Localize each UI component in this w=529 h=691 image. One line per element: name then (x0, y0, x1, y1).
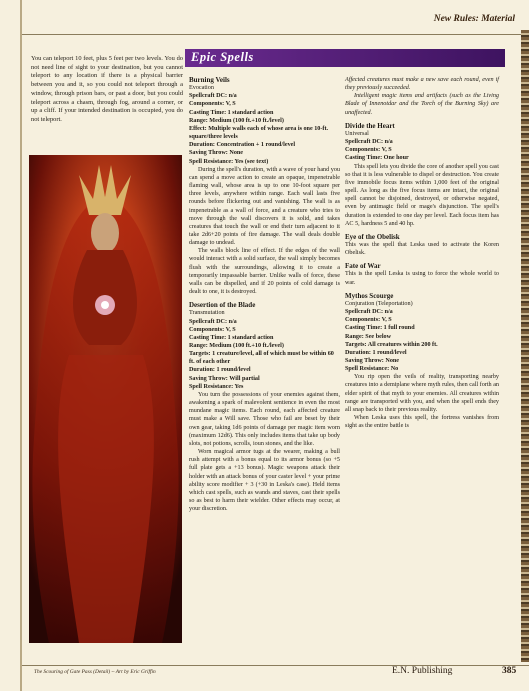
spell-effect: Effect: Multiple walls each of whose area is one 10-ft. square/three levels (189, 125, 329, 141)
art-credit: The Scouring of Gate Pass (Detail) ~ Art by Eric Griffin (34, 669, 156, 675)
spell-school: Evocation (189, 85, 214, 92)
section-title: Epic Spells (191, 50, 254, 64)
column-middle (189, 76, 340, 513)
sorceress-art (29, 155, 182, 643)
spell-text: This was the spell that Leska used to activate the Koren Obelisk. (345, 241, 499, 257)
spell-text: This is the spell Leska is using to force the whole world to war. (345, 271, 499, 286)
spell-name: Fate of War (345, 262, 381, 271)
spell-dc: Spellcraft DC: n/a (345, 139, 393, 146)
spell-text: During the spell's duration, with a wave of your hand you can spend a move action to create an opaque, impenetrable flaming wall, whose area is up to one 10-foot square per three levels, anywhere within range. Each wall lasts five rounds before flickering out and vanishing. The wall is as impenetrable as a wall of force, and a creature who tries to move through the wall discovers it is solid, and takes creatures that touch the wall or end their turn adjacent to it take 2d6+20 points of fire damage. The wall deals double damage to undead. (189, 166, 340, 247)
spell-text-continued: Intelligent magic items and artifacts (such as the Living Blade of Innenotdar and the Torch of the Burning Sky) are unaffected. (345, 93, 499, 116)
spell-text: The walls block line of effect. If the edges of the wall would interact with a solid surface, the wall simply becomes flush with the surroundings, allowing it to create a temporarily impassable barrier. Unlike walls of force, these walls can be dispelled, and if 20 points of cold damage is dealt to one, it is destroyed. (189, 248, 340, 296)
spell-school: Transmutation (189, 310, 225, 317)
spell-components: Components: V, S (189, 101, 236, 108)
spell-duration: Duration: 1 round/level (345, 349, 407, 356)
spell-casting-time: Casting Time: 1 full round (345, 325, 415, 332)
spell-text: You turn the possessions of your enemies against them, awakening a spark of malevolent sentience in even the most mundane magic items. Each round, each affected creature must make a Will save. Those who fail are beset by their own gear, taking 1d6 points of damage per magic item worn (maximum 12d6). This only includes items that take up body slots, not potions, scrolls, ioun stones, and the like. (189, 391, 340, 447)
spell-casting-time: Casting Time: 1 standard action (189, 334, 274, 341)
publisher-name: E.N. Publishing (392, 666, 453, 676)
spell-name: Eye of the Obelisk (345, 232, 400, 241)
footer-rule (22, 665, 529, 666)
spell-text: You rip open the veils of reality, transporting nearby creatures into a demiplane where myth rules, then call forth an elder spirit of that myth to your enemies. All creatures within range are transported with you, and when the spell ends they all snap back to their previous reality. (345, 374, 499, 413)
spell-text: Worn magical armor tugs at the wearer, making a bull rush attempt with a bonus equal to its armor bonus (so +5 full plate gets a +13 bonus). Magic weapons attack their holder with an attack bonus of your caster level + your prime ability score modifier + 3 (+30 in Leska's case). Held items which cast spells, such as wands and staves, cast their spells so as best to harm their wielder. Other effects may occur, at your discretion. (189, 449, 340, 513)
section-banner (185, 49, 505, 67)
spell-casting-time: Casting Time: 1 standard action (189, 109, 274, 116)
spell-school: Conjuration (Teleportation) (345, 300, 413, 307)
spell-name: Desertion of the Blade (189, 301, 256, 310)
running-header: New Rules: Material (433, 14, 515, 24)
spell-name: Mythos Scourge (345, 291, 394, 300)
spell-save: Saving Throw: None (189, 150, 244, 157)
page-border (20, 0, 22, 691)
spell-components: Components: V, S (345, 317, 392, 324)
spell-resistance: Spell Resistance: Yes (see text) (189, 158, 269, 165)
page-number: 385 (502, 666, 517, 676)
spell-save: Saving Throw: Will partial (189, 375, 260, 382)
spell-range: Range: See below (345, 333, 392, 340)
spell-text-continued: Affected creatures must make a new save each round, even if they previously succeeded. (345, 77, 499, 92)
spell-school: Universal (345, 130, 369, 137)
spell-name: Burning Veils (189, 76, 230, 84)
spell-duration: Duration: 1 round/level (189, 367, 251, 374)
decorative-edge-strip (521, 30, 529, 662)
spell-range: Range: Medium (100 ft.+10 ft./level) (189, 343, 284, 349)
spell-dc: Spellcraft DC: n/a (189, 318, 237, 325)
spell-components: Components: V, S (189, 326, 236, 333)
spell-targets: Targets: All creatures within 200 ft. (345, 341, 438, 348)
spell-text: This spell lets you divide the core of another spell you cast so that it is less vulnerable to dispel or destruction. You create five immobile focus items within 1,000 feet of the original spell. As long as the five focus items are intact, the original spell cannot be disjoined, destroyed, or otherwise negated, even by antimagic field or mage's disjunction. The spell's duration is extended to one day per level. Each focus item has AC 5, hardness 5 and 40 hp. (345, 163, 499, 227)
sorceress-illustration (29, 155, 182, 643)
spell-name: Divide the Heart (345, 121, 395, 130)
spell-resistance: Spell Resistance: Yes (189, 383, 244, 390)
spell-dc: Spellcraft DC: n/a (189, 93, 237, 100)
spell-dc: Spellcraft DC: n/a (345, 309, 393, 316)
spell-resistance: Spell Resistance: No (345, 366, 399, 373)
spell-save: Saving Throw: None (345, 358, 400, 364)
spell-duration: Duration: Concentration + 1 round/level (189, 142, 296, 149)
spell-range: Range: Medium (100 ft.+10 ft./level) (189, 117, 284, 124)
header-rule (22, 34, 529, 35)
spell-casting-time: Casting Time: One hour (345, 155, 409, 162)
spell-components: Components: V, S (345, 147, 392, 154)
column-right (345, 76, 499, 430)
spell-targets: Targets: 1 creature/level, all of which must be within 60 ft. of each other (189, 351, 334, 366)
spell-text: When Leska uses this spell, the fortress vanishes from sight as the entire battle is (345, 415, 499, 430)
intro-paragraph: You can teleport 10 feet, plus 5 feet per two levels. You do not need line of sight to your destination, but you cannot teleport to any location if there is a physical barrier between you and it, so you could not teleport through a window, through prison bars, or past a door, but you could teleport across a chasm, through fog, around a corner, or up a cliff. If your intended destination is occupied, you do not teleport. (31, 55, 183, 123)
